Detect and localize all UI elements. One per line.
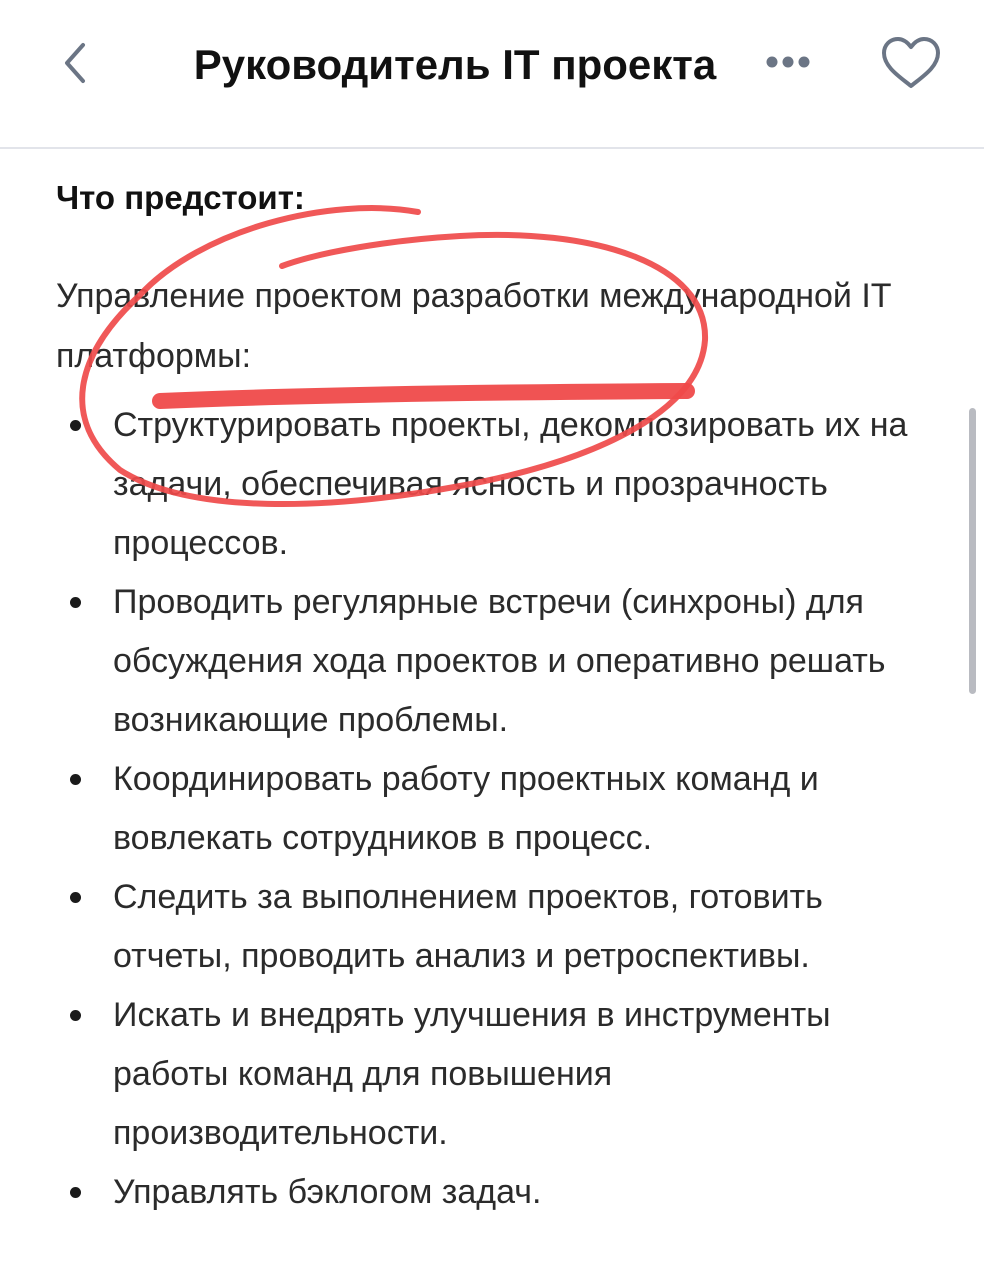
- more-button[interactable]: [760, 40, 816, 84]
- intro-text: Управление проектом разработки международной IT платформы:: [56, 277, 891, 375]
- list-item: [56, 573, 926, 750]
- scrollbar[interactable]: [969, 408, 976, 694]
- bullet-icon: [70, 1010, 81, 1021]
- bullet-icon: [70, 420, 81, 431]
- responsibilities-list: [56, 396, 926, 1222]
- list-item: [56, 868, 926, 986]
- list-item: [56, 986, 926, 1163]
- bullet-icon: [70, 774, 81, 785]
- vacancy-description: [0, 149, 984, 1280]
- more-horizontal-icon: [765, 55, 811, 69]
- section-title: Что предстоит:: [56, 179, 305, 216]
- list-item-text: Проводить регулярные встречи (синхроны) для обсуждения хода проектов и оперативно решать возникающие проблемы.: [113, 583, 886, 739]
- bullet-icon: [70, 1187, 81, 1198]
- heart-outline-icon: [880, 36, 942, 90]
- list-item: [56, 750, 926, 868]
- favorite-button[interactable]: [876, 32, 946, 94]
- back-button[interactable]: [50, 35, 100, 90]
- list-item-text: Следить за выполнением проектов, готовить отчеты, проводить анализ и ретроспективы.: [113, 878, 823, 975]
- list-item-text: Координировать работу проектных команд и вовлекать сотрудников в процесс.: [113, 760, 819, 857]
- list-item-text: Структурировать проекты, декомпозировать их на задачи, обеспечивая ясность и прозрачность процессов.: [113, 406, 908, 562]
- list-item: [56, 396, 926, 573]
- list-item-text: Управлять бэклогом задач.: [113, 1173, 542, 1211]
- list-item-text: Искать и внедрять улучшения в инструменты работы команд для повышения производительности.: [113, 996, 831, 1152]
- chevron-left-icon: [61, 41, 89, 85]
- bullet-icon: [70, 892, 81, 903]
- page-title: Руководитель IT проекта: [193, 41, 717, 88]
- list-item: [56, 1163, 926, 1222]
- top-bar: [0, 0, 984, 149]
- bullet-icon: [70, 597, 81, 608]
